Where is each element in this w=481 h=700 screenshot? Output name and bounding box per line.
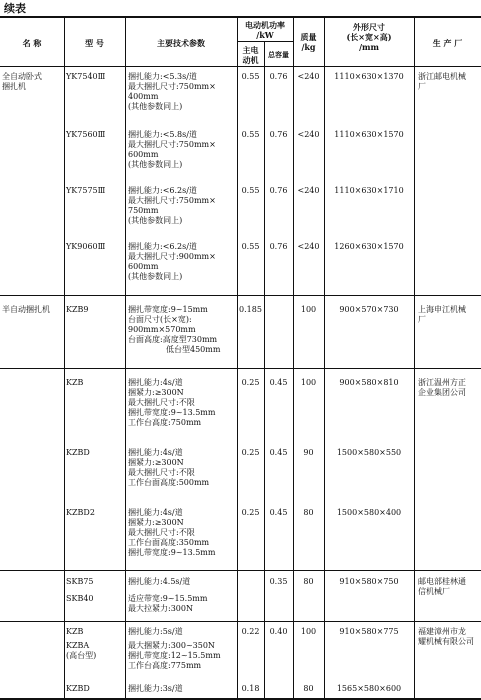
row-5-total-power: 0.45 [269, 378, 288, 387]
row-5-main-power: 0.25 [241, 378, 260, 387]
row-5-mass: 100 [300, 378, 317, 387]
row-6-main-power: 0.25 [241, 448, 260, 457]
row-4-maker: 上海申江机械 厂 [418, 305, 466, 324]
row-5-spec: 捆扎能力:4s/道 捆紧力:≥300N 最大捆扎尺寸:不限 捆扎带宽度:9~13.5mm 工作台高度:750mm [128, 378, 216, 427]
row-4-model: KZB9 [66, 305, 89, 314]
row-3-main-power: 0.55 [241, 242, 260, 251]
row-5-dims: 900×580×810 [339, 378, 399, 387]
row-0-spec: 捆扎能力:<5.3s/道 最大捆扎尺寸:750mm× 400mm (其他参数同上) [128, 72, 216, 111]
row-3-mass: <240 [297, 242, 320, 251]
header-model: 型 号 [85, 38, 104, 48]
row-3-dims: 1260×630×1570 [334, 242, 404, 251]
row-0-main-power: 0.55 [241, 72, 260, 81]
caption: 续表 [4, 2, 26, 15]
col-rule-2 [125, 16, 126, 700]
row-3-total-power: 0.76 [269, 242, 288, 251]
row-4-spec: 捆扎带宽度:9~15mm 台面尺寸(长×宽): 900mm×570mm 台面高度:高度型730mm 低台型450mm [128, 305, 221, 354]
row-8-total-power: 0.35 [269, 577, 288, 586]
row-rule-kzb [0, 368, 481, 369]
row-0-total-power: 0.76 [269, 72, 288, 81]
row-4-dims: 900×570×730 [339, 305, 399, 314]
header-spec: 主要技术参数 [157, 38, 205, 48]
col-rule-1 [64, 16, 65, 700]
row-10-dims: 1565×580×600 [336, 684, 402, 693]
row-9-dims: 910×580×775 [339, 627, 399, 636]
row-8-mass: 80 [303, 577, 314, 586]
row-10-spec: 捆扎能力:3s/道 [128, 684, 183, 693]
row-7-spec: 捆扎能力:4s/道 捆紧力:≥300N 最大捆扎尺寸:不限 工作台面高度:350mm 捆扎带宽度:9~13.5mm [128, 508, 216, 557]
row-9-spec: 捆扎能力:5s/道 最大捆紧力:300~350N 捆扎带宽度:12~15.5mm 工作台高度:775mm [128, 627, 221, 670]
row-6-dims: 1500×580×550 [336, 448, 402, 457]
row-0-dims: 1110×630×1370 [334, 72, 404, 81]
row-10-main-power: 0.18 [241, 684, 260, 693]
row-0-model: YK7540Ⅲ [66, 72, 106, 81]
col-rule-7 [414, 16, 415, 700]
row-1-total-power: 0.76 [269, 130, 288, 139]
row-6-total-power: 0.45 [269, 448, 288, 457]
row-8-model: SKB75 SKB40 [66, 577, 94, 603]
header-dims: 外形尺寸 (长×宽×高) /mm [346, 22, 392, 52]
row-9-maker: 福建漳州市龙 耀机械有限公司 [418, 627, 474, 646]
row-4-main-power: 0.185 [239, 305, 262, 314]
row-7-mass: 80 [303, 508, 314, 517]
row-7-model: KZBD2 [66, 508, 95, 517]
row-2-spec: 捆扎能力:<6.2s/道 最大捆扎尺寸:750mm× 750mm (其他参数同上) [128, 186, 216, 225]
header-bottom-rule [0, 66, 481, 67]
header-power-total: 总容量 [268, 50, 289, 59]
row-4-mass: 100 [300, 305, 317, 314]
header-name: 名 称 [22, 38, 42, 48]
row-6-spec: 捆扎能力:4s/道 捆紧力:≥300N 最大捆扎尺寸:不限 工作台面高度:500mm [128, 448, 210, 487]
row-1-main-power: 0.55 [241, 130, 260, 139]
row-3-spec: 捆扎能力:<6.2s/道 最大捆扎尺寸:900mm× 600mm (其他参数同上) [128, 242, 216, 281]
row-0-maker: 浙江邮电机械 厂 [418, 72, 466, 91]
col-rule-3 [237, 16, 238, 700]
row-2-model: YK7575Ⅲ [66, 186, 106, 195]
row-10-model: KZBD [66, 684, 90, 693]
row-9-total-power: 0.40 [269, 627, 288, 636]
header-power: 电动机功率 /kW [245, 20, 285, 40]
row-4-name: 半自动捆扎机 [2, 305, 50, 314]
col-rule-6 [324, 16, 325, 700]
row-9-main-power: 0.22 [241, 627, 260, 636]
row-7-total-power: 0.45 [269, 508, 288, 517]
row-1-spec: 捆扎能力:<5.8s/道 最大捆扎尺寸:750mm× 600mm (其他参数同上) [128, 130, 216, 169]
row-1-model: YK7560Ⅲ [66, 130, 106, 139]
header-power-main: 主电 动机 [242, 45, 259, 65]
power-subheader-rule [237, 41, 293, 42]
row-1-mass: <240 [297, 130, 320, 139]
row-10-mass: 80 [303, 684, 314, 693]
col-rule-5 [293, 16, 294, 700]
row-8-dims: 910×580×750 [339, 577, 399, 586]
row-5-maker: 浙江温州方正 企业集团公司 [418, 378, 466, 397]
row-9-mass: 100 [300, 627, 317, 636]
header-mass: 质量 /kg [300, 32, 317, 52]
row-0-name: 全自动卧式 捆扎机 [2, 72, 42, 91]
row-2-mass: <240 [297, 186, 320, 195]
row-6-mass: 90 [303, 448, 314, 457]
top-rule [0, 16, 481, 18]
header-maker: 生 产 厂 [432, 38, 463, 48]
row-5-model: KZB [66, 378, 84, 387]
row-rule-fujian [0, 621, 481, 622]
row-2-main-power: 0.55 [241, 186, 260, 195]
row-9-model: KZB KZBA (高台型) [66, 627, 97, 660]
row-8-maker: 邮电部桂林通 信机械厂 [418, 577, 466, 596]
row-3-model: YK9060Ⅲ [66, 242, 106, 251]
row-7-main-power: 0.25 [241, 508, 260, 517]
row-7-dims: 1500×580×400 [336, 508, 402, 517]
row-8-spec: 捆扎能力:4.5s/道 适应带宽:9~15.5mm 最大拉紧力:300N [128, 577, 208, 613]
group-rule-1 [0, 295, 481, 296]
row-2-total-power: 0.76 [269, 186, 288, 195]
row-rule-skb [0, 570, 481, 571]
row-6-model: KZBD [66, 448, 90, 457]
row-2-dims: 1110×630×1710 [334, 186, 404, 195]
row-0-mass: <240 [297, 72, 320, 81]
row-1-dims: 1110×630×1570 [334, 130, 404, 139]
